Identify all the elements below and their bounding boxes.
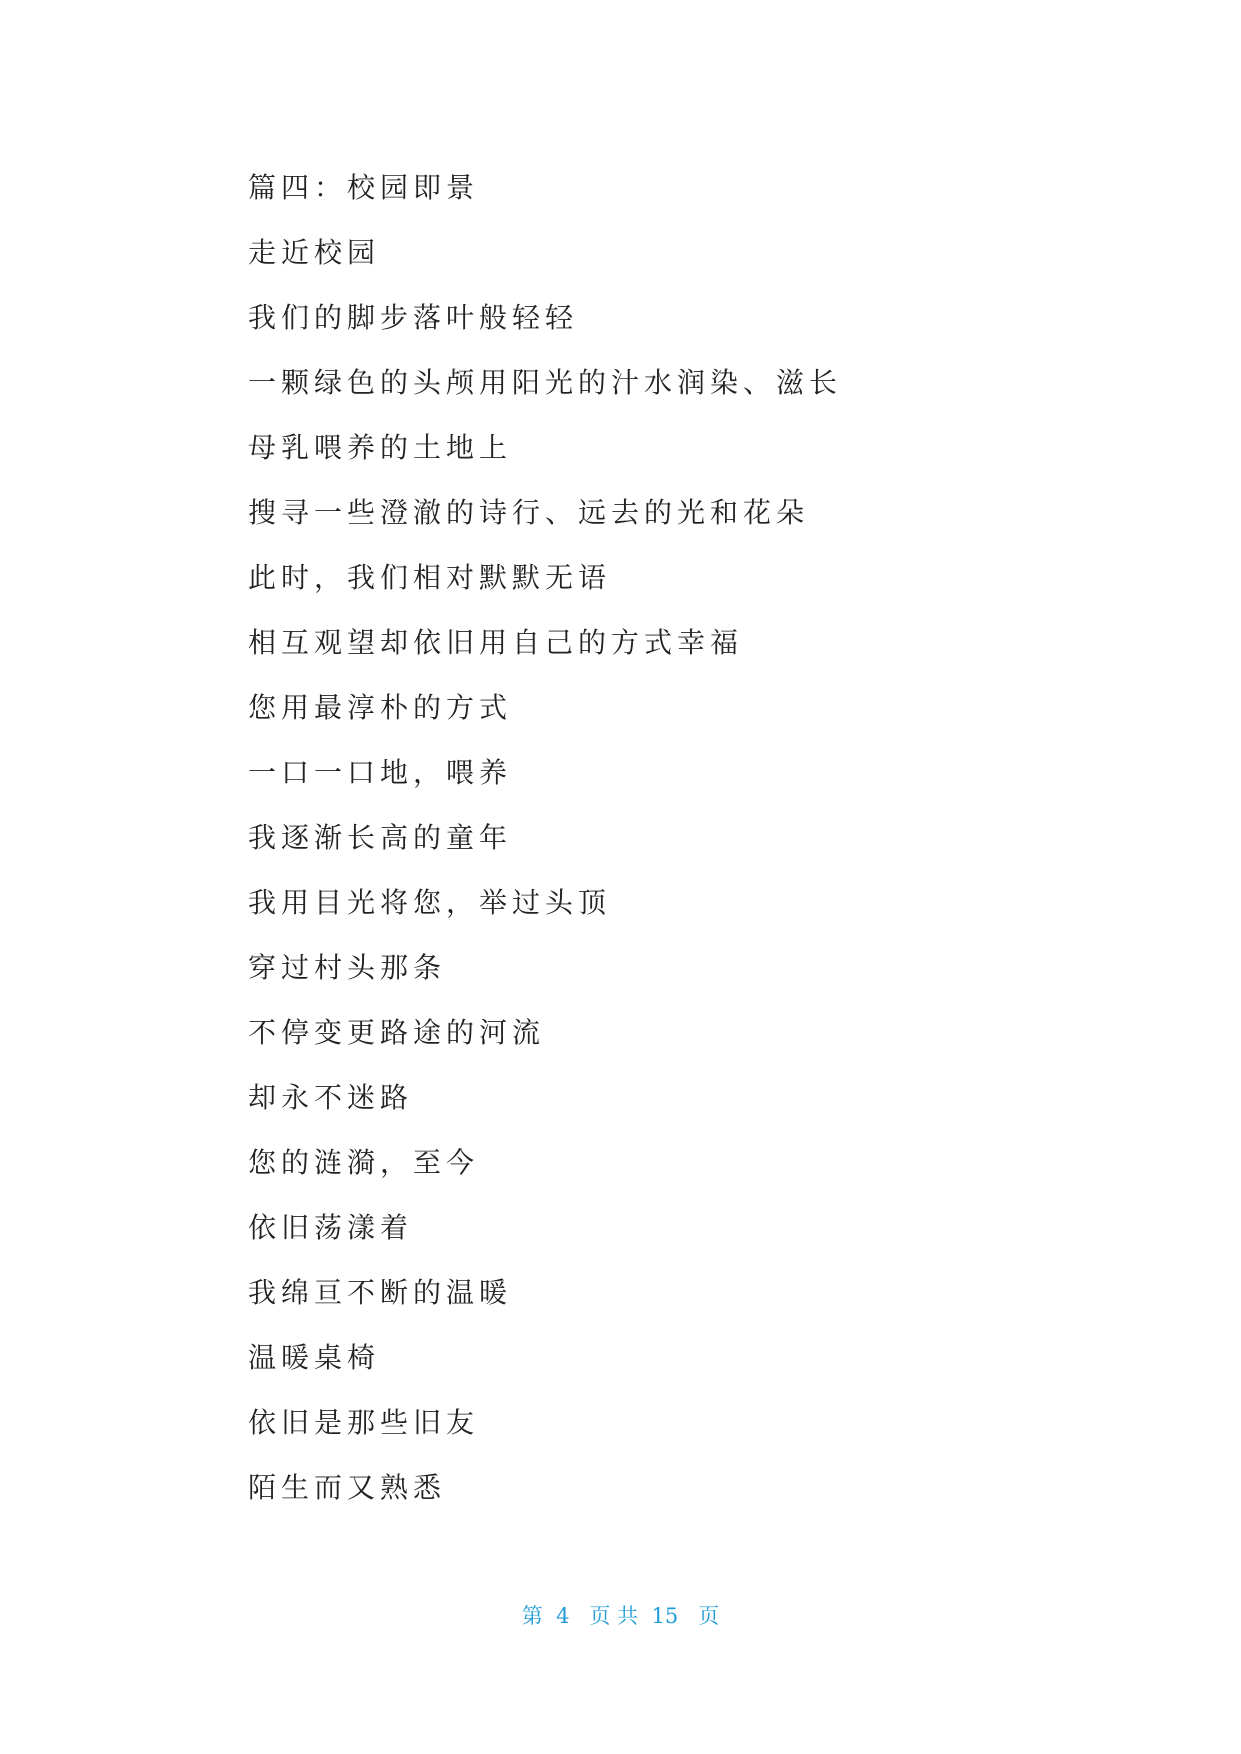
poem-line: 您用最淳朴的方式 [248,691,513,724]
poem-line: 却永不迷路 [248,1081,414,1114]
poem-body [248,155,1108,1520]
poem-line: 走近校园 [248,236,381,269]
poem-line: 不停变更路途的河流 [248,1016,546,1049]
poem-line: 一颗绿色的头颅用阳光的汁水润染、滋长 [248,366,843,399]
poem-line: 我绵亘不断的温暖 [248,1276,513,1309]
poem-title: 篇四：校园即景 [248,171,480,204]
poem-line: 陌生而又熟悉 [248,1471,447,1504]
poem-line: 您的涟漪，至今 [248,1146,480,1179]
poem-line: 我用目光将您，举过头顶 [248,886,612,919]
poem-line: 一口一口地，喂养 [248,756,513,789]
poem-line: 此时，我们相对默默无语 [248,561,612,594]
poem-line: 穿过村头那条 [248,951,447,984]
poem-line: 我们的脚步落叶般轻轻 [248,301,579,334]
poem-line: 我逐渐长高的童年 [248,821,513,854]
page-number-footer: 第 4 页 共 15 页 [521,1604,720,1628]
poem-line: 依旧荡漾着 [248,1211,414,1244]
poem-line: 母乳喂养的土地上 [248,431,513,464]
poem-line: 搜寻一些澄澈的诗行、远去的光和花朵 [248,496,810,529]
poem-line: 依旧是那些旧友 [248,1406,480,1439]
poem-line: 温暖桌椅 [248,1341,381,1374]
poem-line: 相互观望却依旧用自己的方式幸福 [248,626,744,659]
